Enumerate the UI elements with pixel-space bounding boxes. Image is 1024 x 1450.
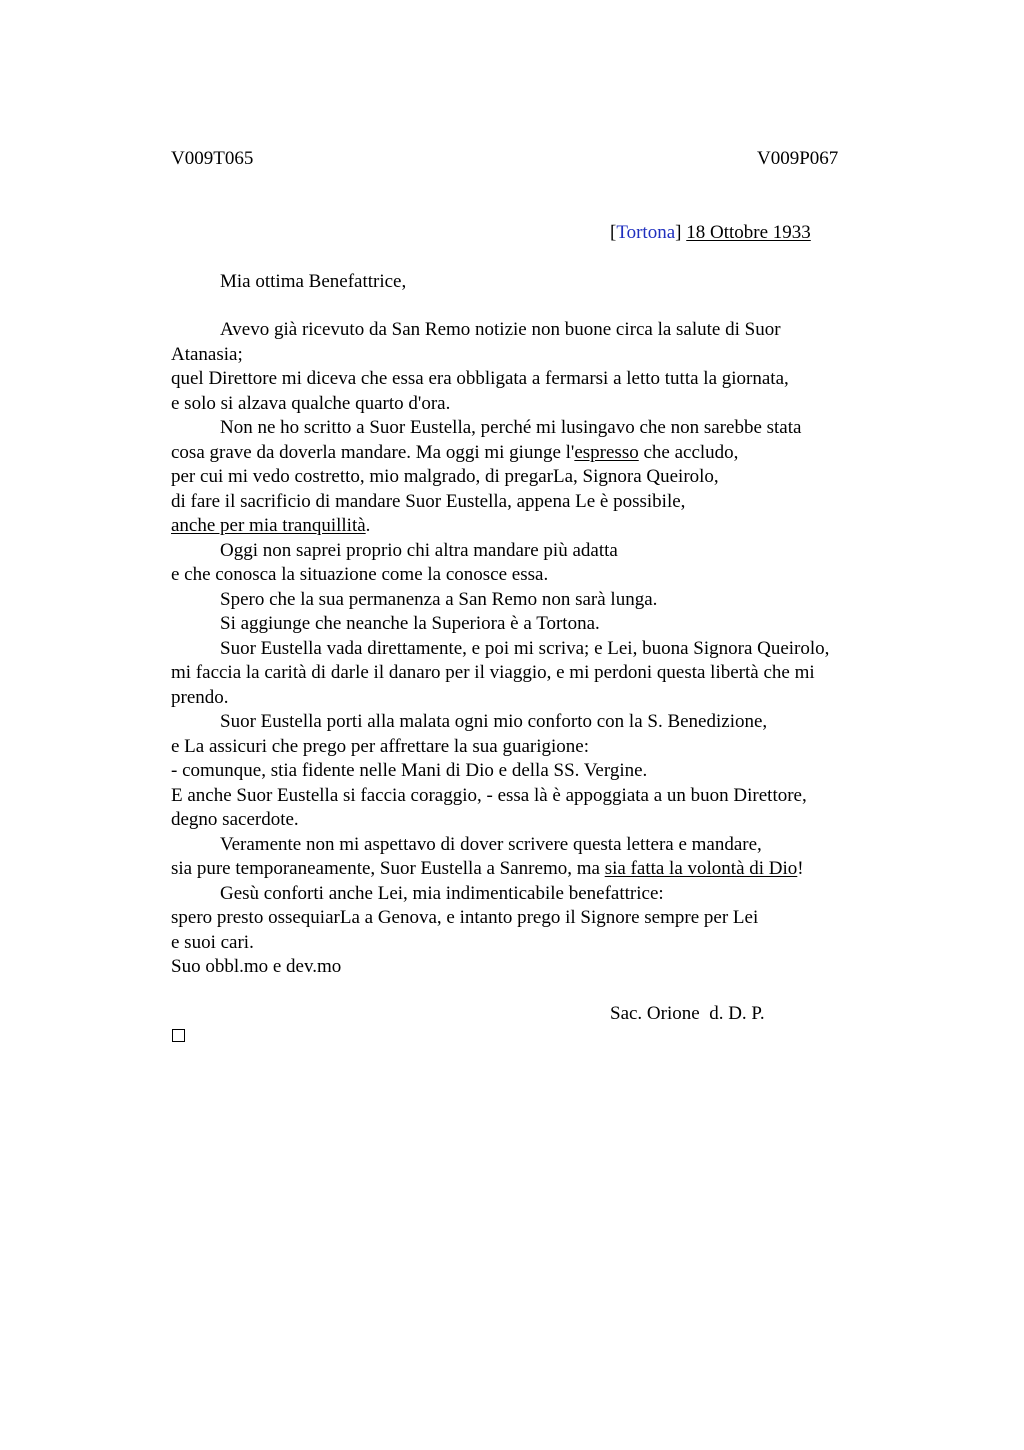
- closing-formula: Suo obbl.mo e dev.mo: [171, 956, 342, 977]
- body-line: Avevo già ricevuto da San Remo notizie non buone circa la salute di Suor: [220, 319, 781, 340]
- body-text-span: !: [797, 858, 804, 879]
- body-line: e che conosca la situazione come la conosce essa.: [171, 564, 549, 585]
- body-text-span: cosa grave da doverla mandare. Ma oggi mi giunge l': [171, 441, 575, 463]
- body-text-span: sia pure temporaneamente, Suor Eustella a Sanremo, ma: [171, 858, 605, 879]
- body-line: - comunque, stia fidente nelle Mani di Dio e della SS. Vergine.: [171, 760, 648, 781]
- body-line: Oggi non saprei proprio chi altra mandare più adatta: [220, 539, 618, 561]
- body-line: e suoi cari.: [171, 931, 254, 953]
- body-line: quel Direttore mi diceva che essa era obbligata a fermarsi a letto tutta la giornata,: [171, 368, 789, 389]
- signature: Sac. Orione d. D. P.: [610, 1003, 765, 1024]
- dateline-close-bracket: ]: [675, 222, 687, 243]
- body-line: e La assicuri che prego per affrettare la sua guarigione:: [171, 735, 589, 757]
- dateline-open-bracket: [: [610, 222, 617, 243]
- body-line: mi faccia la carità di darle il danaro per il viaggio, e mi perdoni questa libertà che mi: [171, 662, 815, 683]
- underlined-volonta-di-dio: sia fatta la volontà di Dio: [604, 858, 798, 879]
- body-line: Suor Eustella vada direttamente, e poi mi scriva; e Lei, buona Signora Queirolo,: [220, 637, 830, 659]
- document-code-left: V009T065: [171, 148, 254, 169]
- body-line: E anche Suor Eustella si faccia coraggio, - essa là è appoggiata a un buon Direttore,: [171, 784, 807, 806]
- underlined-tranquillita: anche per mia tranquillità: [171, 515, 366, 536]
- letter-body: [171, 318, 891, 980]
- body-line: e solo si alzava qualche quarto d'ora.: [171, 392, 451, 414]
- body-text-span: che accludo,: [638, 441, 739, 463]
- body-line: degno sacerdote.: [171, 809, 299, 830]
- body-line: Si aggiunge che neanche la Superiora è a Tortona.: [220, 613, 600, 634]
- square-box-icon: [172, 1029, 185, 1042]
- body-line: Suor Eustella porti alla malata ogni mio conforto con la S. Benedizione,: [220, 711, 768, 732]
- body-line: [171, 441, 891, 466]
- body-line: Gesù conforti anche Lei, mia indimenticabile benefattrice:: [220, 882, 664, 904]
- dateline: [610, 221, 811, 245]
- body-line: prendo.: [171, 686, 229, 708]
- body-line: Atanasia;: [171, 343, 243, 365]
- underlined-espresso: espresso: [574, 441, 639, 463]
- body-line: Spero che la sua permanenza a San Remo non sarà lunga.: [220, 588, 658, 610]
- body-line: spero presto ossequiarLa a Genova, e intanto prego il Signore sempre per Lei: [171, 907, 759, 928]
- body-line: di fare il sacrificio di mandare Suor Eustella, appena Le è possibile,: [171, 490, 686, 512]
- body-line: per cui mi vedo costretto, mio malgrado, di pregarLa, Signora Queirolo,: [171, 466, 719, 487]
- salutation: Mia ottima Benefattrice,: [220, 271, 407, 292]
- body-line: [171, 857, 891, 882]
- body-line: Non ne ho scritto a Suor Eustella, perché mi lusingavo che non sarebbe stata: [220, 417, 802, 438]
- body-text-span: .: [365, 515, 371, 536]
- body-line: [171, 514, 891, 539]
- document-code-right: V009P067: [757, 148, 839, 169]
- body-line: Veramente non mi aspettavo di dover scrivere questa lettera e mandare,: [220, 833, 762, 855]
- letter-date: 18 Ottobre 1933: [686, 222, 811, 243]
- place-name: Tortona: [616, 222, 676, 243]
